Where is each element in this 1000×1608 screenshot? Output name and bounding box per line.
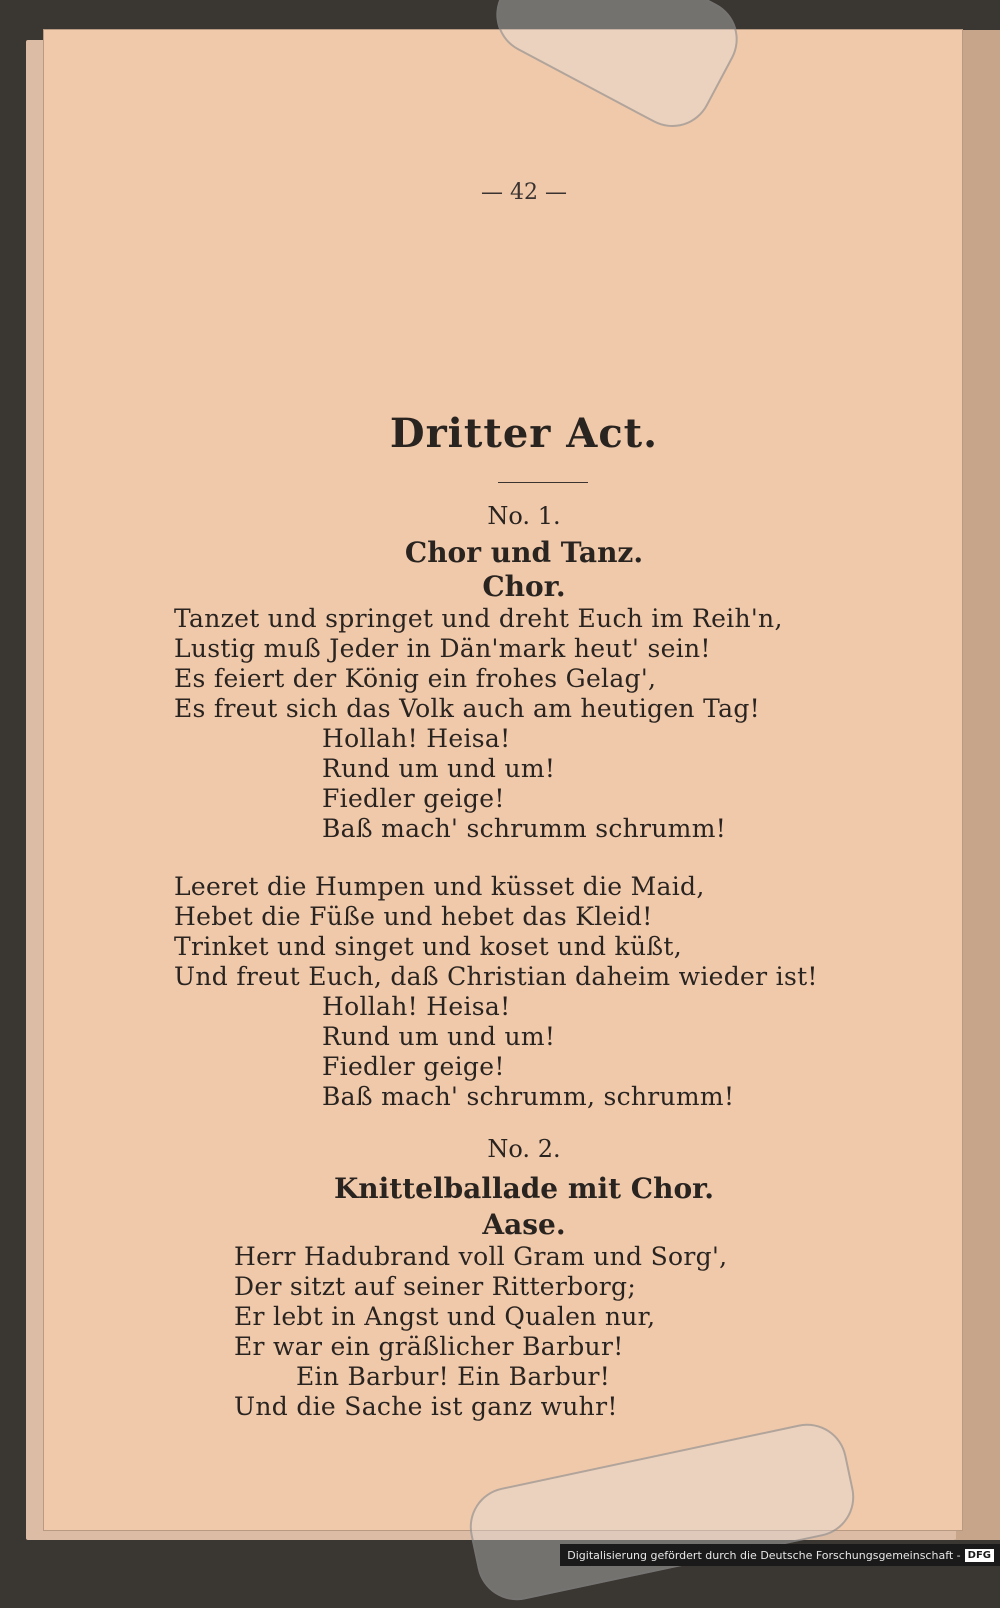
act-title: Dritter Act. bbox=[389, 410, 659, 457]
credit-text: Digitalisierung gefördert durch die Deutsche Forschungsgemeinschaft - bbox=[567, 1548, 961, 1562]
verse-line: Er war ein gräßlicher Barbur! bbox=[234, 1332, 624, 1361]
page-number: — 42 — bbox=[481, 180, 567, 205]
verse-line: Es feiert der König ein frohes Gelag', bbox=[174, 664, 657, 693]
book-page bbox=[44, 30, 962, 1530]
verse-line: Und freut Euch, daß Christian daheim wieder ist! bbox=[174, 962, 818, 991]
section-title: Chor und Tanz. bbox=[404, 536, 644, 569]
speaker-label: Chor. bbox=[482, 570, 566, 603]
refrain-line: Baß mach' schrumm schrumm! bbox=[322, 814, 727, 843]
refrain-line: Fiedler geige! bbox=[322, 1052, 505, 1081]
digitization-credit bbox=[560, 1544, 1000, 1566]
verse-line: Und die Sache ist ganz wuhr! bbox=[234, 1392, 618, 1421]
verse-line: Leeret die Humpen und küsset die Maid, bbox=[174, 872, 705, 901]
verse-line: Hebet die Füße und hebet das Kleid! bbox=[174, 902, 653, 931]
refrain-line: Fiedler geige! bbox=[322, 784, 505, 813]
dfg-logo: DFG bbox=[965, 1549, 994, 1562]
verse-line: Er lebt in Angst und Qualen nur, bbox=[234, 1302, 656, 1331]
refrain-line: Ein Barbur! Ein Barbur! bbox=[296, 1362, 611, 1391]
verse-line: Lustig muß Jeder in Dän'mark heut' sein! bbox=[174, 634, 711, 663]
verse-line: Es freut sich das Volk auch am heutigen Tag! bbox=[174, 694, 760, 723]
speaker-label: Aase. bbox=[482, 1208, 566, 1241]
refrain-line: Hollah! Heisa! bbox=[322, 992, 511, 1021]
refrain-line: Rund um und um! bbox=[322, 754, 556, 783]
verse-line: Trinket und singet und koset und küßt, bbox=[174, 932, 682, 961]
section-title: Knittelballade mit Chor. bbox=[333, 1172, 715, 1205]
section-number: No. 2. bbox=[487, 1135, 561, 1163]
refrain-line: Hollah! Heisa! bbox=[322, 724, 511, 753]
verse-line: Tanzet und springet und dreht Euch im Reih'n, bbox=[174, 604, 783, 633]
verse-line: Herr Hadubrand voll Gram und Sorg', bbox=[234, 1242, 728, 1271]
title-rule bbox=[498, 482, 588, 483]
refrain-line: Baß mach' schrumm, schrumm! bbox=[322, 1082, 735, 1111]
refrain-line: Rund um und um! bbox=[322, 1022, 556, 1051]
verse-line: Der sitzt auf seiner Ritterborg; bbox=[234, 1272, 637, 1301]
section-number: No. 1. bbox=[487, 502, 561, 530]
